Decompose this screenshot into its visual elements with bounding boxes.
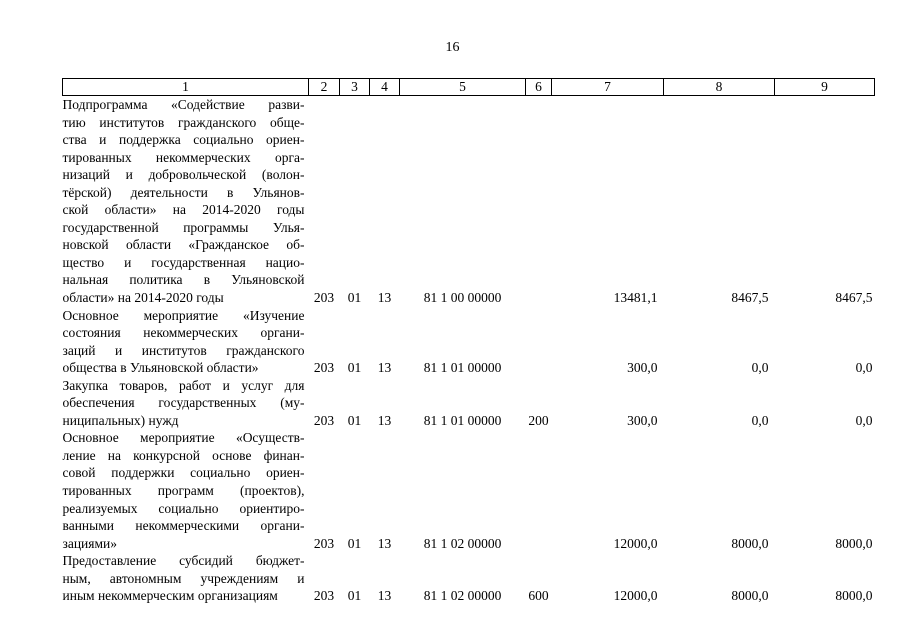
item-name-line: Основное мероприятие «Осуществ- — [62, 430, 305, 446]
cell-amount-col7: 12000,0 — [613, 588, 658, 604]
item-name-line: реализуемых социально ориентиро- — [62, 500, 305, 516]
item-name-line: Подпрограмма «Содействие разви- — [62, 97, 305, 112]
cell-admin-code: 203 — [313, 360, 335, 376]
cell-item-name — [63, 552, 309, 605]
item-name-line: ства и поддержка социально ориен- — [62, 132, 305, 148]
item-name-line: ской области» на 2014-2020 годы — [62, 202, 305, 218]
cell-amount-col9: 8000,0 — [835, 588, 873, 604]
item-name-line: тированных некоммерческих орга- — [62, 149, 305, 165]
item-name-line: Закупка товаров, работ и услуг для — [62, 377, 305, 393]
item-name-line: тёрской) деятельности в Ульянов- — [62, 184, 305, 200]
item-name-line: ление на конкурсной основе финан- — [62, 447, 305, 463]
item-name-line: новской области «Гражданское об- — [62, 237, 305, 253]
cell-target-code: 81 1 00 00000 — [423, 290, 502, 306]
cell-target-code: 81 1 02 00000 — [423, 535, 502, 551]
cell-expense-type: 600 — [528, 588, 549, 604]
cell-amount-col7: 12000,0 — [613, 535, 658, 551]
cell-expense-type: 200 — [528, 412, 549, 428]
cell-item-name — [63, 96, 309, 307]
cell-item-name — [63, 429, 309, 552]
item-name-line: ниципальных) нужд — [62, 412, 179, 428]
cell-item-name — [63, 307, 309, 377]
cell-amount-col9: 8000,0 — [835, 535, 873, 551]
cell-amount-col8: 0,0 — [751, 412, 769, 428]
header-col-7: 7 — [552, 79, 664, 96]
header-col-2: 2 — [309, 79, 340, 96]
header-col-6: 6 — [526, 79, 552, 96]
cell-subsection: 13 — [377, 588, 392, 604]
item-name-line: ным, автономным учреждениям и — [62, 570, 305, 586]
cell-amount-col7: 300,0 — [627, 360, 658, 376]
item-name-line: нальная политика в Ульяновской — [62, 272, 305, 288]
cell-admin-code: 203 — [313, 290, 335, 306]
cell-subsection: 13 — [377, 360, 392, 376]
cell-section: 01 — [347, 412, 362, 428]
cell-admin-code: 203 — [313, 588, 335, 604]
item-name-line: щество и государственная нацио- — [62, 254, 305, 270]
cell-target-code: 81 1 02 00000 — [423, 588, 502, 604]
header-col-8: 8 — [664, 79, 775, 96]
item-name-line: Основное мероприятие «Изучение — [62, 307, 305, 323]
item-name-line: ванными некоммерческими органи- — [62, 518, 305, 534]
header-col-3: 3 — [340, 79, 370, 96]
cell-admin-code: 203 — [313, 535, 335, 551]
header-col-1: 1 — [63, 79, 309, 96]
cell-amount-col8: 8000,0 — [731, 535, 769, 551]
cell-amount-col7: 300,0 — [627, 412, 658, 428]
item-name-line: совой поддержки социально ориен- — [62, 465, 305, 481]
item-name-line: зациями» — [62, 535, 118, 551]
cell-subsection: 13 — [377, 290, 392, 306]
header-col-5: 5 — [400, 79, 526, 96]
cell-amount-col9: 0,0 — [855, 360, 873, 376]
cell-expense-type — [526, 307, 552, 377]
item-name-line: низаций и добровольческой (волон- — [62, 167, 305, 183]
cell-subsection: 13 — [377, 535, 392, 551]
table-row — [63, 307, 875, 377]
item-name-line: государственной программы Улья- — [62, 219, 305, 235]
cell-amount-col8: 8000,0 — [731, 588, 769, 604]
item-name-line: тию институтов гражданского обще- — [62, 114, 305, 130]
cell-section: 01 — [347, 535, 362, 551]
cell-expense-type — [526, 429, 552, 552]
cell-item-name — [63, 377, 309, 430]
table-row — [63, 552, 875, 605]
table-row — [63, 96, 875, 307]
cell-expense-type — [526, 96, 552, 307]
header-col-9: 9 — [775, 79, 875, 96]
page-number: 16 — [445, 40, 460, 55]
table-body — [63, 96, 875, 605]
cell-amount-col8: 0,0 — [751, 360, 769, 376]
cell-subsection: 13 — [377, 412, 392, 428]
item-name-line: заций и институтов гражданского — [62, 342, 305, 358]
item-name-line: состояния некоммерческих органи- — [62, 325, 305, 341]
cell-target-code: 81 1 01 00000 — [423, 360, 502, 376]
cell-amount-col9: 8467,5 — [835, 290, 873, 306]
item-name-line: обеспечения государственных (му- — [62, 395, 305, 411]
budget-table — [62, 78, 875, 605]
cell-section: 01 — [347, 588, 362, 604]
cell-target-code: 81 1 01 00000 — [423, 412, 502, 428]
cell-admin-code: 203 — [313, 412, 335, 428]
cell-amount-col7: 13481,1 — [613, 290, 658, 306]
table-row — [63, 429, 875, 552]
cell-section: 01 — [347, 290, 362, 306]
cell-amount-col9: 0,0 — [855, 412, 873, 428]
item-name-line: общества в Ульяновской области» — [62, 360, 259, 376]
item-name-line: области» на 2014-2020 годы — [62, 290, 224, 306]
table-header — [63, 79, 875, 96]
header-row — [63, 79, 875, 96]
item-name-line: тированных программ (проектов), — [62, 483, 305, 499]
header-col-4: 4 — [370, 79, 400, 96]
item-name-line: Предоставление субсидий бюджет- — [62, 553, 305, 569]
cell-section: 01 — [347, 360, 362, 376]
cell-amount-col8: 8467,5 — [731, 290, 769, 306]
table-row — [63, 377, 875, 430]
item-name-line: иным некоммерческим организациям — [62, 588, 278, 604]
